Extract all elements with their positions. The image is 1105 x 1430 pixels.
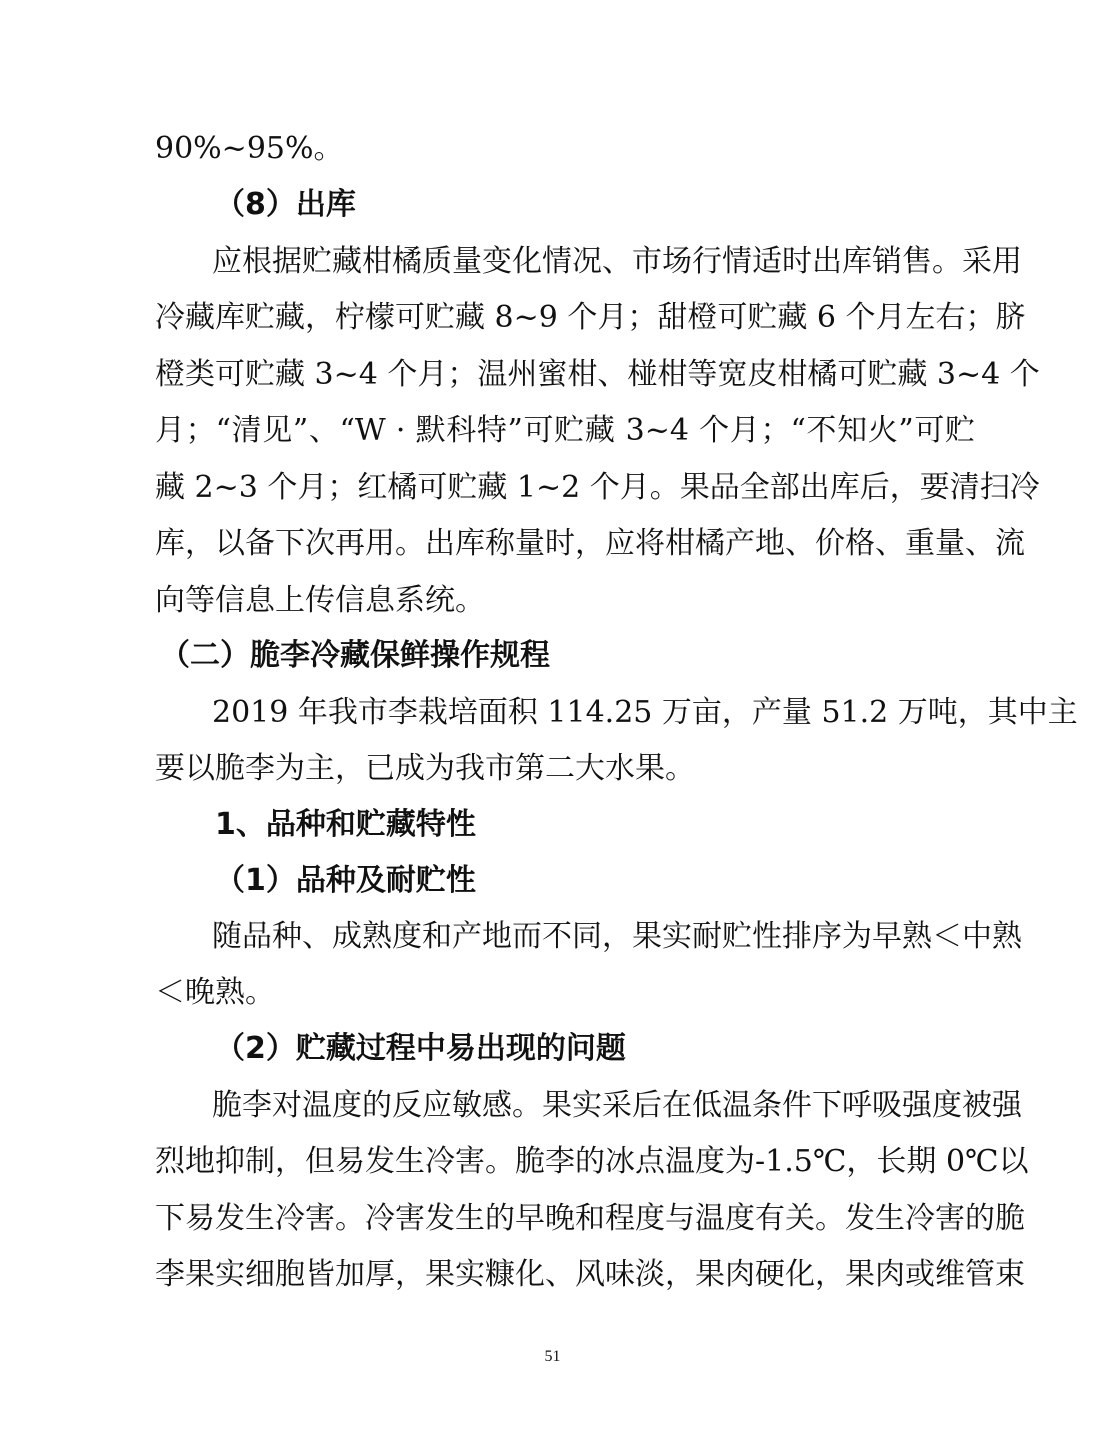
paragraph-line: 应根据贮藏柑橘质量变化情况、市场行情适时出库销售。采用 <box>212 244 1022 279</box>
subheading-problems: （2）贮藏过程中易出现的问题 <box>215 1031 626 1066</box>
page-number: 51 <box>544 1348 561 1365</box>
subheading-varieties: 1、品种和贮藏特性 <box>215 807 476 842</box>
paragraph-line: 月；“清见”、“W · 默科特”可贮藏 3~4 个月；“不知火”可贮 <box>155 413 975 448</box>
paragraph-line: 下易发生冷害。冷害发生的早晚和程度与温度有关。发生冷害的脆 <box>155 1201 1025 1236</box>
section-heading-2: （二）脆李冷藏保鲜操作规程 <box>160 638 550 673</box>
paragraph-line: 橙类可贮藏 3~4 个月；温州蜜柑、椪柑等宽皮柑橘可贮藏 3~4 个 <box>155 357 1040 392</box>
paragraph-line: 2019 年我市李栽培面积 114.25 万亩，产量 51.2 万吨，其中主 <box>212 695 1078 730</box>
paragraph-line: ＜晚熟。 <box>155 975 275 1010</box>
paragraph-line: 90%~95%。 <box>155 131 344 166</box>
paragraph-line: 随品种、成熟度和产地而不同，果实耐贮性排序为早熟＜中熟 <box>212 919 1022 954</box>
section-heading-8: （8）出库 <box>215 187 356 222</box>
subheading-storability: （1）品种及耐贮性 <box>215 863 476 898</box>
paragraph-line: 藏 2~3 个月；红橘可贮藏 1~2 个月。果品全部出库后，要清扫冷 <box>155 470 1040 505</box>
paragraph-line: 向等信息上传信息系统。 <box>155 583 485 618</box>
paragraph-line: 李果实细胞皆加厚，果实糠化、风味淡，果肉硬化，果肉或维管束 <box>155 1257 1025 1292</box>
paragraph-line: 烈地抑制，但易发生冷害。脆李的冰点温度为-1.5℃，长期 0℃以 <box>155 1144 1029 1179</box>
paragraph-line: 库，以备下次再用。出库称量时，应将柑橘产地、价格、重量、流 <box>155 526 1025 561</box>
paragraph-line: 脆李对温度的反应敏感。果实采后在低温条件下呼吸强度被强 <box>212 1088 1022 1123</box>
paragraph-line: 要以脆李为主，已成为我市第二大水果。 <box>155 751 695 786</box>
paragraph-line: 冷藏库贮藏，柠檬可贮藏 8~9 个月；甜橙可贮藏 6 个月左右；脐 <box>155 300 1026 335</box>
